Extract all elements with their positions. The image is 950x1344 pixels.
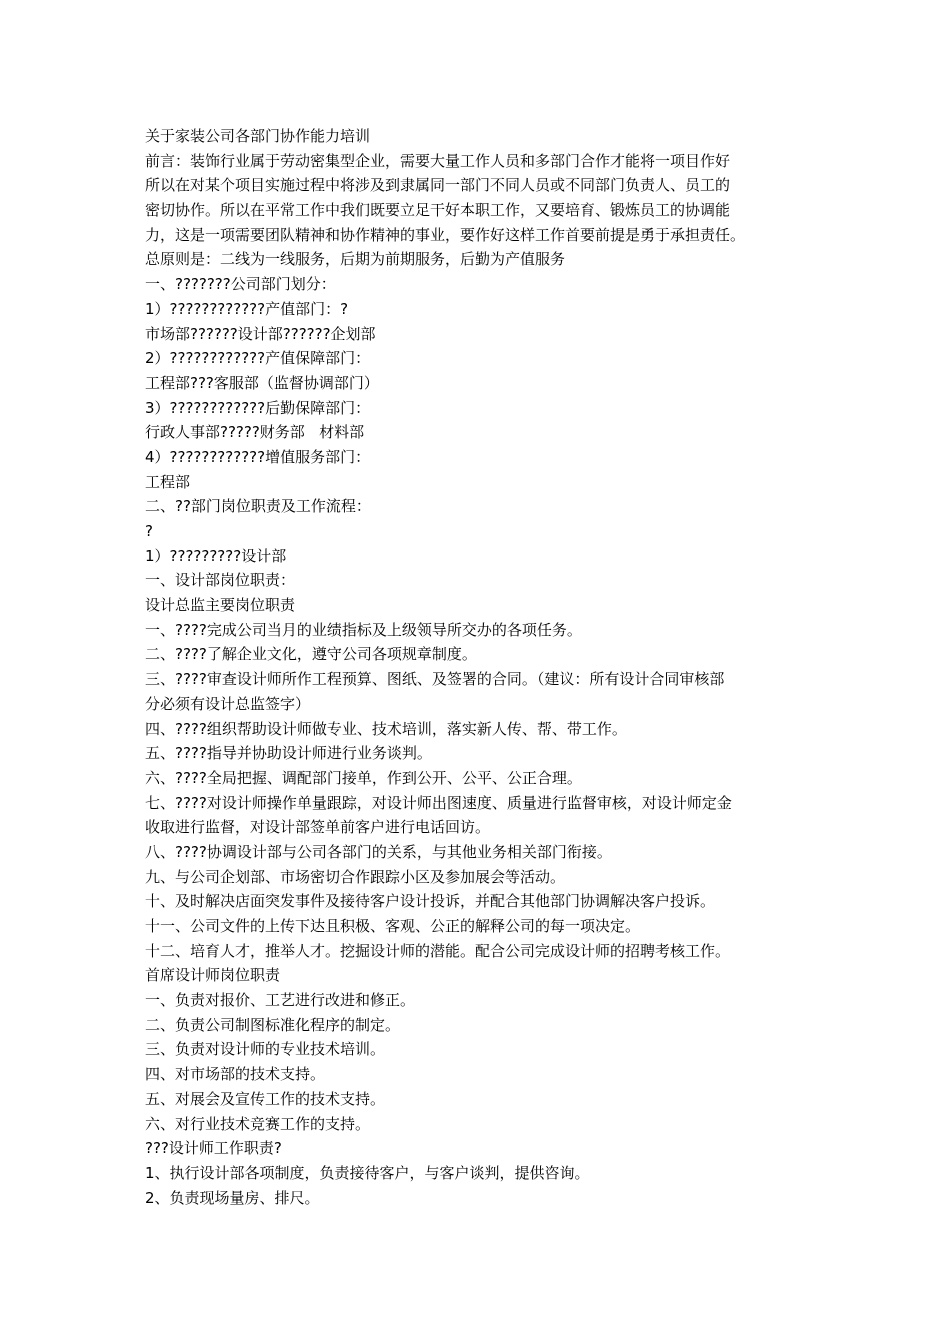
dept-category-1: 1）????????????产值部门：?	[145, 299, 349, 318]
director-duty-6: 六、????全局把握、调配部门接单，作到公开、公平、公正合理。	[145, 768, 582, 787]
dept-category-4: 4）????????????增值服务部门：	[145, 447, 371, 466]
director-duty-10: 十、及时解决店面突发事件及接待客户设计投诉，并配合其他部门协调解决客户投诉。	[145, 892, 716, 911]
director-duty-7: 七、????对设计师操作单量跟踪，对设计师出图速度、质量进行监督审核，对设计师定金	[145, 793, 732, 812]
designer-duties-heading: ???设计师工作职责?	[145, 1139, 282, 1158]
director-duty-12: 十二、培育人才，推举人才。挖掘设计师的潜能。配合公司完成设计师的招聘考核工作。	[145, 941, 731, 960]
director-duty-8: 八、????协调设计部与公司各部门的关系，与其他业务相关部门衔接。	[145, 842, 612, 861]
preface-line-4: 力，这是一项需要团队精神和协作精神的事业，要作好这样工作首要前提是勇于承担责任。	[145, 225, 746, 244]
section-heading-1: 一、???????公司部门划分：	[145, 275, 336, 294]
dept-list-1: 市场部??????设计部??????企划部	[145, 324, 376, 343]
section-heading-2: 二、??部门岗位职责及工作流程：	[145, 497, 371, 516]
chief-duty-6: 六、对行业技术竞赛工作的支持。	[145, 1114, 371, 1133]
chief-duty-3: 三、负责对设计师的专业技术培训。	[145, 1040, 386, 1059]
dept-category-2: 2）????????????产值保障部门：	[145, 349, 371, 368]
design-director-heading: 设计总监主要岗位职责	[145, 596, 296, 615]
dept-list-4: 工程部	[145, 472, 191, 491]
chief-duty-4: 四、对市场部的技术支持。	[145, 1065, 326, 1084]
preface-line-3: 密切协作。所以在平常工作中我们既要立足干好本职工作，又要培育、锻炼员工的协调能	[145, 201, 731, 220]
director-duty-3: 三、????审查设计师所作工程预算、图纸、及签署的合同。（建议：所有设计合同审核部	[145, 670, 725, 689]
preface-line-2: 所以在对某个项目实施过程中将涉及到隶属同一部门不同人员或不同部门负责人、员工的	[145, 176, 731, 195]
document-page	[145, 124, 825, 1210]
dept-list-2: 工程部???客服部（监督协调部门）	[145, 373, 379, 392]
director-duty-11: 十一、公司文件的上传下达且积极、客观、公正的解释公司的每一项决定。	[145, 917, 641, 935]
director-duty-9: 九、与公司企划部、市场密切合作跟踪小区及参加展会等活动。	[145, 867, 566, 886]
director-duty-5: 五、????指导并协助设计师进行业务谈判。	[145, 744, 432, 763]
dept-list-3: 行政人事部?????财务部 材料部	[145, 423, 365, 442]
designer-duty-2: 2、负责现场量房、排尺。	[145, 1188, 320, 1207]
director-duty-7-cont: 收取进行监督，对设计部签单前客户进行电话回访。	[145, 818, 491, 837]
placeholder-line: ?	[145, 522, 153, 540]
director-duty-1: 一、????完成公司当月的业绩指标及上级领导所交办的各项任务。	[145, 620, 582, 639]
design-dept-duties-heading: 一、设计部岗位职责：	[145, 571, 296, 590]
chief-duty-2: 二、负责公司制图标准化程序的制定。	[145, 1015, 401, 1034]
dept-category-3: 3）????????????后勤保障部门：	[145, 398, 371, 417]
subsection-design-dept: 1）?????????设计部	[145, 546, 287, 565]
chief-duty-5: 五、对展会及宣传工作的技术支持。	[145, 1089, 386, 1108]
document-title: 关于家装公司各部门协作能力培训	[145, 127, 371, 145]
chief-duty-1: 一、负责对报价、工艺进行改进和修正。	[145, 991, 416, 1010]
director-duty-4: 四、????组织帮助设计师做专业、技术培训，落实新人传、帮、带工作。	[145, 719, 627, 738]
director-duty-2: 二、????了解企业文化，遵守公司各项规章制度。	[145, 645, 477, 664]
chief-designer-heading: 首席设计师岗位职责	[145, 966, 281, 985]
general-principle: 总原则是：二线为一线服务，后期为前期服务，后勤为产值服务	[145, 250, 566, 269]
designer-duty-1: 1、执行设计部各项制度，负责接待客户，与客户谈判，提供咨询。	[145, 1163, 590, 1182]
preface-line-1: 前言：装饰行业属于劳动密集型企业，需要大量工作人员和多部门合作才能将一项目作好	[145, 151, 731, 170]
director-duty-3-cont: 分必须有设计总监签字）	[145, 694, 311, 713]
